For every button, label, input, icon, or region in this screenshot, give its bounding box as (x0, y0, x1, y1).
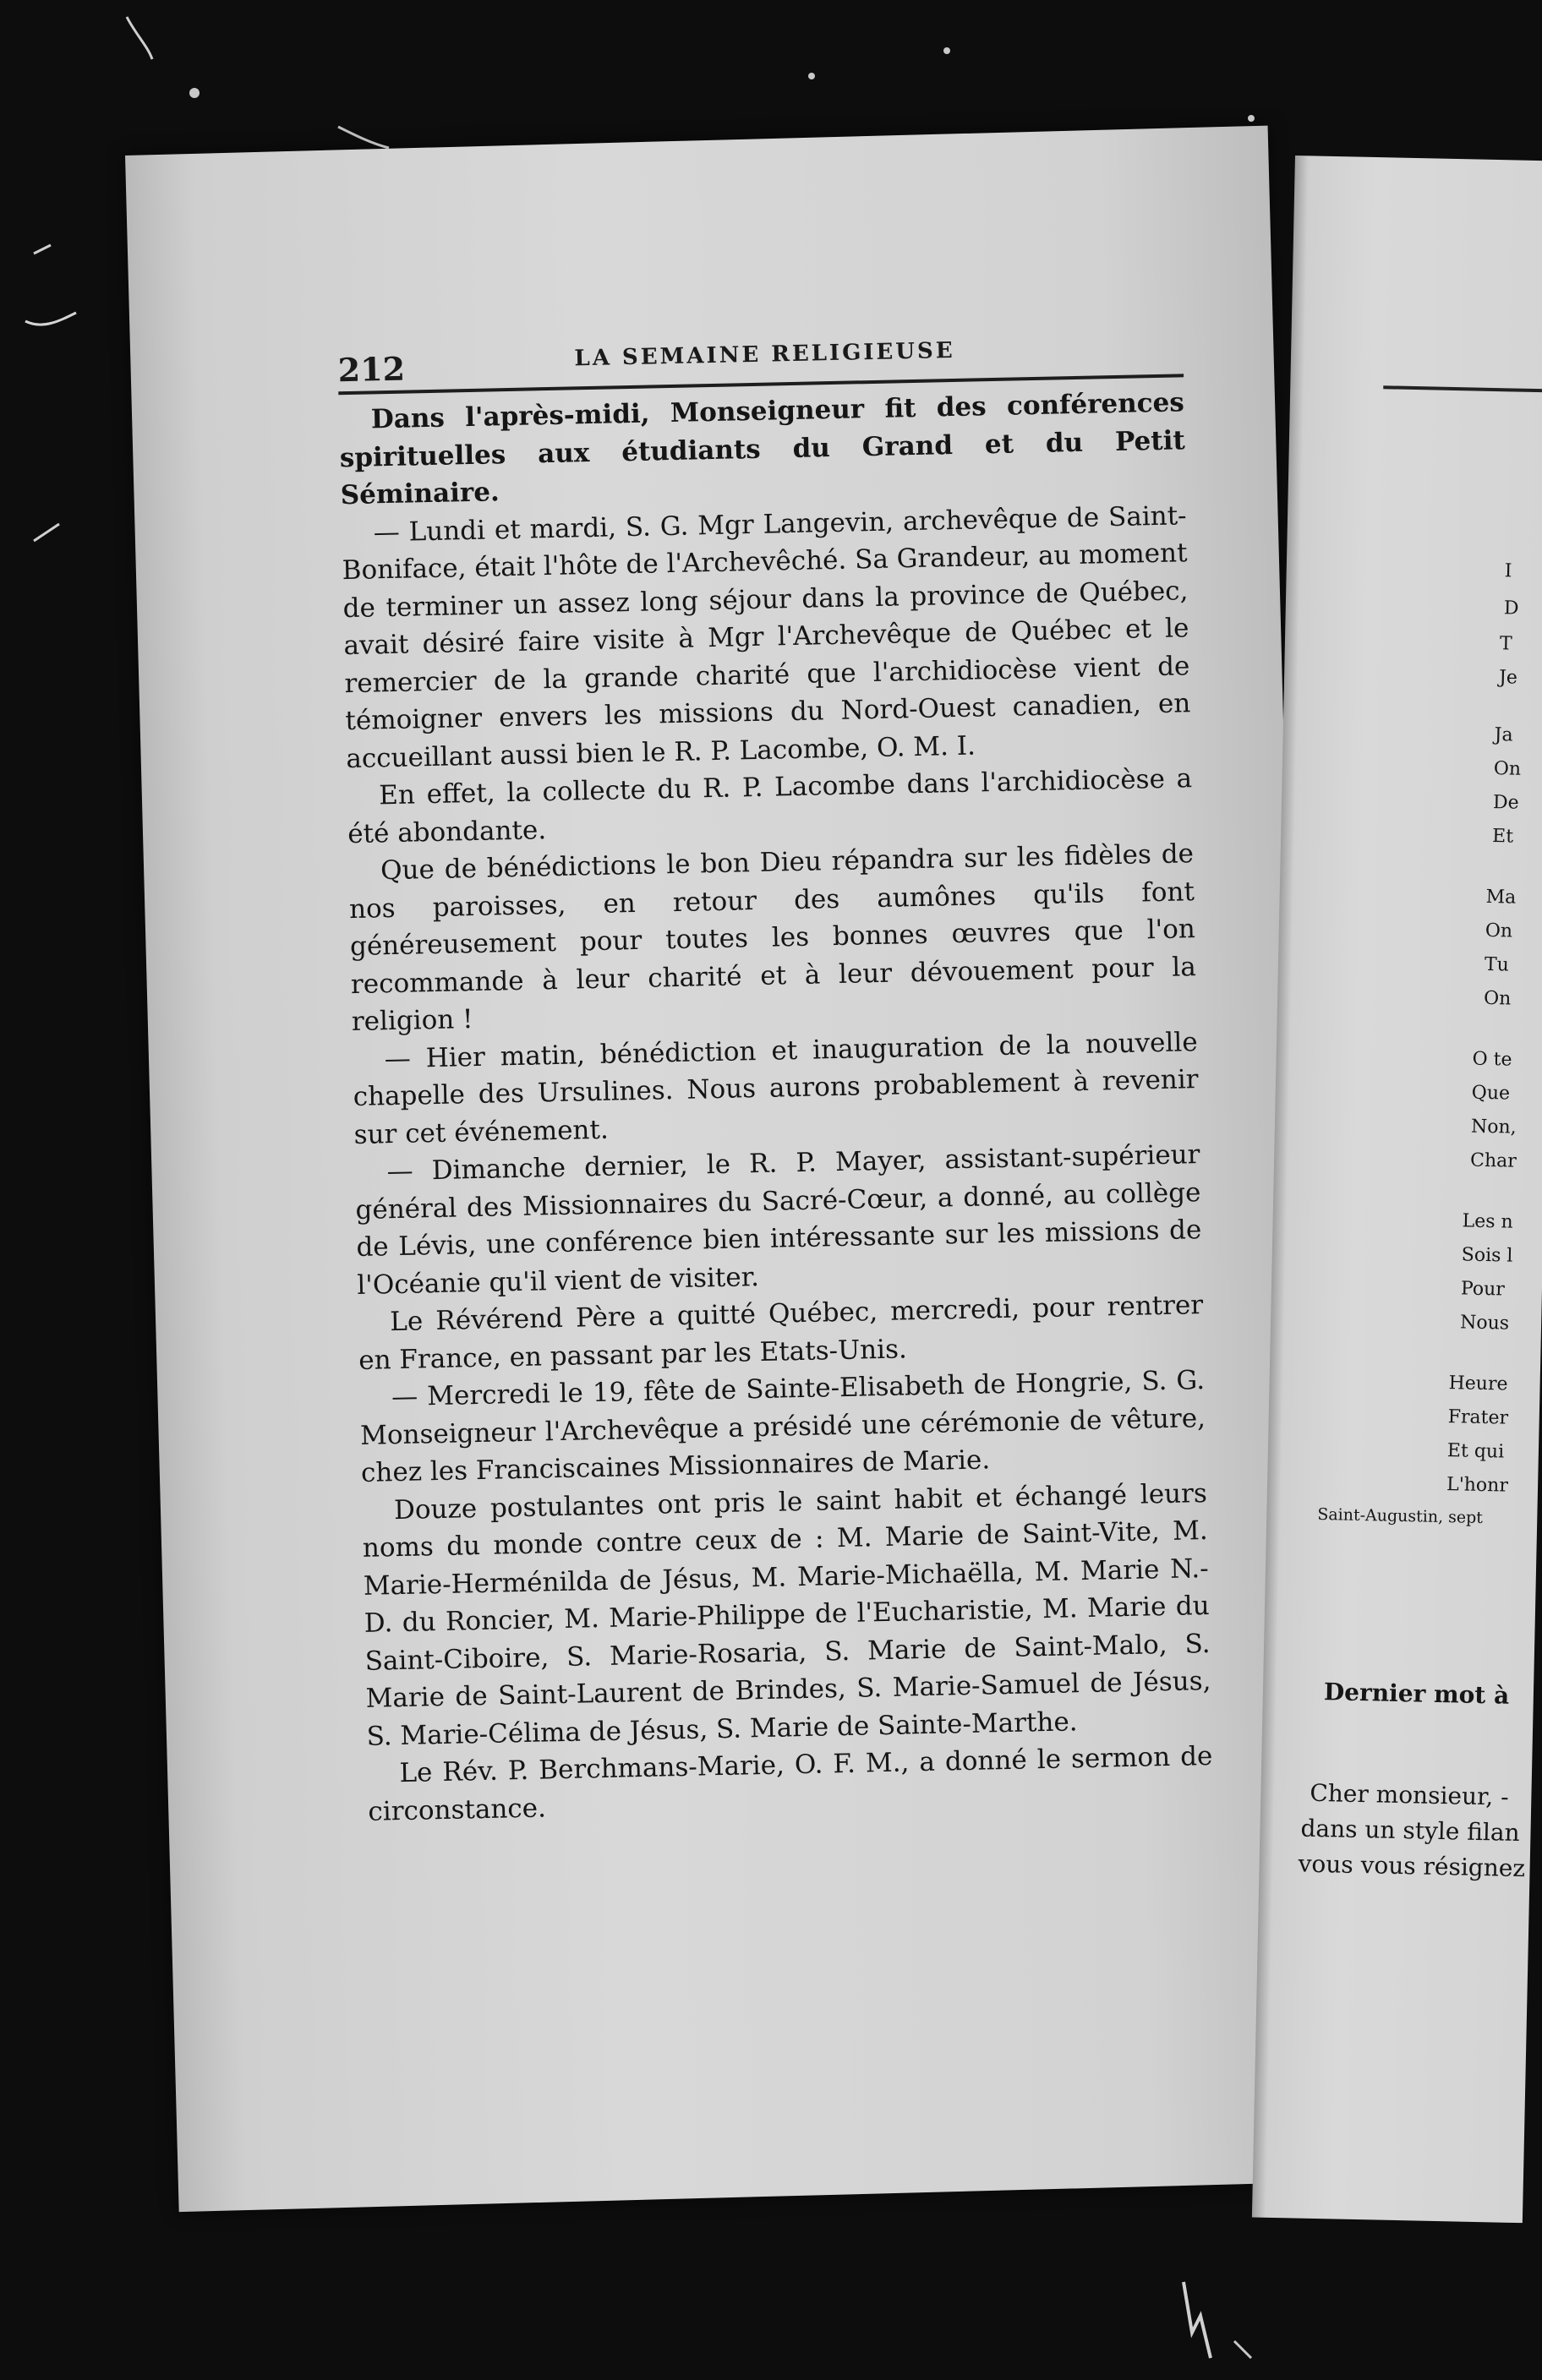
paragraph: Que de bénédictions le bon Dieu répandra sur les fidèles de nos paroisses, en retour des aumônes qu'ils font généreusement pour toutes les bonnes œuvres que l'on recommande à leur charité et à leur dévouement pour la religion ! (348, 838, 1197, 1038)
verse-fragment: Frater (1447, 1406, 1509, 1429)
verse-fragment: Que (1471, 1082, 1511, 1105)
verse-fragment: Ja (1494, 724, 1513, 746)
paragraph: Douze postulantes ont pris le saint habit et échangé leurs noms du monde contre ceux de : M. Marie de Saint-Vite, M. Marie-Herménilda de Jésus, M. Marie-Michaëlla, M. Marie N.-D. du Roncier, M. Marie-Philippe de l'Eucharistie, M. Marie du Saint-Ciboire, S. Marie-Rosaria, S. Marie de Saint-Malo, S. Marie de Saint-Laurent de Brindes, S. Marie-Samuel de Jésus, S. Marie-Célima de Jésus, S. Marie de Sainte-Marthe. (362, 1477, 1211, 1752)
paragraph: Le Révérend Père a quitté Québec, mercredi, pour rentrer en France, en passant par les Etats-Unis. (358, 1290, 1204, 1376)
verse-fragment: On (1483, 987, 1512, 1010)
right-page-fragment (1252, 156, 1542, 2223)
verse-fragment: O te (1472, 1048, 1512, 1071)
running-title: LA SEMAINE RELIGIEUSE (574, 337, 955, 372)
right-page-text (1252, 156, 1542, 2223)
verse-fragment: I (1504, 560, 1512, 582)
verse-fragment: Non, (1470, 1116, 1517, 1138)
verse-fragment: Nous (1459, 1312, 1510, 1335)
paragraph: — Lundi et mardi, S. G. Mgr Langevin, archevêque de Saint-Boniface, était l'hôte de l'Archevêché. Sa Grandeur, au moment de terminer un assez long séjour dans la province de Québec, avait désiré faire visite à Mgr l'Archevêque de Québec et le remercier de la grande charité que l'archidiocèse vient de témoigner envers les missions du Nord-Ouest canadien, en accueillant aussi bien le R. P. Lacombe, O. M. I. (342, 499, 1191, 774)
verse-fragment: Sois l (1461, 1244, 1513, 1267)
verse-fragment: Ma (1485, 886, 1517, 909)
verse-fragment: D (1503, 598, 1519, 620)
paragraph: — Hier matin, bénédiction et inauguration de la nouvelle chapelle des Ursulines. Nous aurons probablement à revenir sur cet événement. (353, 1026, 1199, 1150)
paragraph: Le Rév. P. Berchmans-Marie, O. F. M., a donné le sermon de circonstance. (368, 1740, 1213, 1827)
verse-fragment: Heure (1448, 1373, 1508, 1395)
verse-fragment: On (1485, 920, 1513, 942)
verse-fragment: Pour (1460, 1278, 1506, 1301)
page-number: 212 (337, 349, 406, 390)
paragraph: — Mercredi le 19, fête de Sainte-Elisabeth de Hongrie, S. G. Monseigneur l'Archevêque a présidé une cérémonie de vêture, chez les Franciscaines Missionnaires de Marie. (359, 1365, 1206, 1488)
section-heading: Dernier mot à (1323, 1678, 1510, 1710)
paragraph-line: dans un style filan (1300, 1814, 1520, 1847)
paragraph-line: Cher monsieur, - (1310, 1778, 1509, 1811)
verse-fragment: Char (1469, 1149, 1517, 1172)
verse-fragment: Et (1491, 826, 1514, 848)
verse-fragment: Tu (1484, 953, 1510, 976)
paragraph: — Dimanche dernier, le R. P. Mayer, assistant-supérieur général des Missionnaires du Sacré-Cœur, a donné, au collège de Lévis, une conférence bien intéressante sur les missions de l'Océanie qu'il vient de visiter. (355, 1139, 1202, 1301)
verse-fragment: Je (1498, 667, 1518, 689)
left-page (125, 126, 1321, 2213)
article-body (339, 384, 1214, 1831)
paragraph-line: vous vous résignez (1298, 1849, 1526, 1883)
verse-fragment: Et qui (1446, 1440, 1505, 1463)
verse-fragment: On (1493, 758, 1522, 780)
verse-fragment: T (1499, 633, 1512, 655)
verse-fragment: De (1492, 792, 1519, 814)
signature-line: Saint-Augustin, sept (1317, 1504, 1484, 1527)
verse-fragment: Les n (1462, 1210, 1513, 1233)
paragraph: Dans l'après-midi, Monseigneur fit des conférences spirituelles aux étudiants du Grand et du Petit Séminaire. (339, 387, 1186, 511)
paragraph: En effet, la collecte du R. P. Lacombe dans l'archidiocèse a été abondante. (347, 763, 1193, 849)
verse-fragment: L'honr (1446, 1474, 1509, 1497)
